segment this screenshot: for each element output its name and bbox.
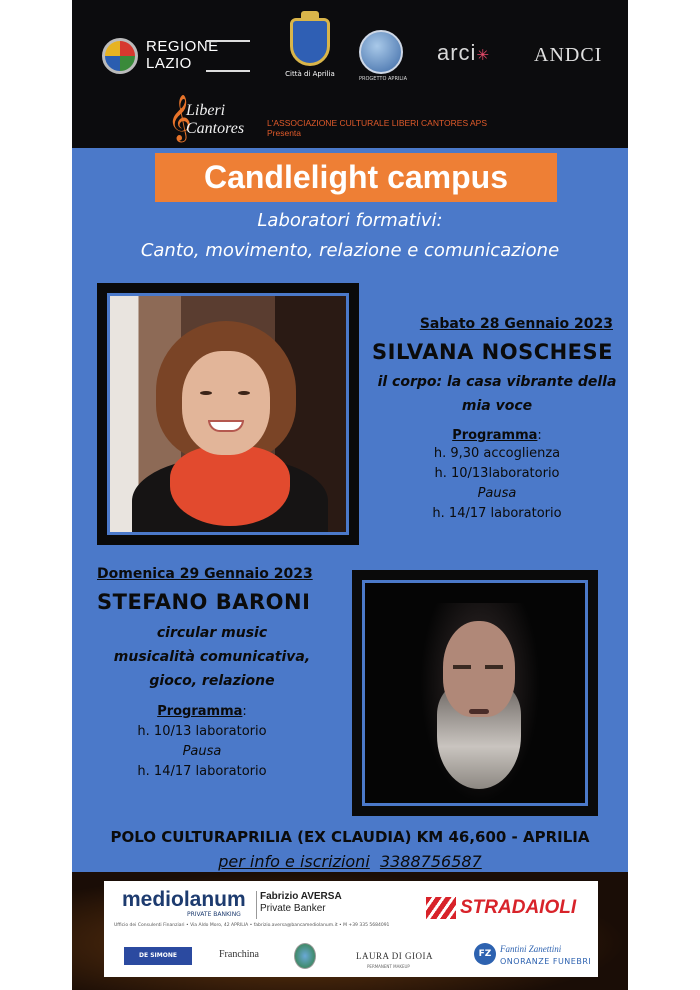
liberi-line1: Liberi <box>186 102 226 119</box>
event2-date: Domenica 29 Gennaio 2023 <box>97 566 313 582</box>
fantini-zanettini-logo: Fantini Zanettini <box>500 944 562 954</box>
event-poster <box>72 0 628 990</box>
event1-program-item: h. 14/17 laboratorio <box>432 506 562 521</box>
presenta-line1: L'ASSOCIAZIONE CULTURALE LIBERI CANTORES APS <box>267 118 488 128</box>
event1-topic-line1: il corpo: la casa vibrante della <box>377 374 617 390</box>
photo-stefano-baroni <box>362 580 588 806</box>
liberi-cantores-logo <box>168 96 260 144</box>
event1-program-item: h. 9,30 accoglienza <box>433 446 561 461</box>
franchina-logo: Franchina <box>219 949 259 960</box>
sponsor-row <box>104 937 598 977</box>
event2-topic-line1: circular music <box>156 625 268 641</box>
mediolanum-logo: mediolanum <box>122 888 246 911</box>
banker-name: Fabrizio AVERSA <box>260 891 342 902</box>
mediolanum-sub: PRIVATE BANKING <box>187 911 241 918</box>
event2-program-item: h. 14/17 laboratorio <box>137 764 267 779</box>
fz-emblem-icon: FZ <box>474 943 496 965</box>
photo-frame-stefano <box>352 570 598 816</box>
presenta-line2: Presenta <box>267 128 302 138</box>
liberi-line2: Cantores <box>186 120 245 137</box>
subtitle-line1: Laboratori formativi: <box>257 210 443 231</box>
event1-program-item: h. 10/13laboratorio <box>434 466 560 481</box>
event2-pausa: Pausa <box>182 744 222 759</box>
event1-programma-label: Programma <box>452 428 538 443</box>
event2-programma-heading <box>72 704 332 719</box>
sponsor-panel <box>104 881 598 977</box>
coat-of-arms-icon <box>290 18 330 66</box>
banker-role: Private Banker <box>260 903 326 914</box>
presenta-text <box>267 118 487 138</box>
info-phone: 3388756587 <box>379 852 482 871</box>
liberi-cantores-wordmark <box>186 102 244 138</box>
regione-line1: REGIONE <box>146 38 219 55</box>
event1-programma-heading <box>372 428 622 443</box>
progetto-emblem-icon <box>359 30 403 74</box>
event2-speaker-name: STEFANO BARONI <box>97 590 311 614</box>
arci-star-icon: ✳ <box>476 47 491 64</box>
regione-line2: LAZIO <box>146 55 192 72</box>
info-prefix: per info e iscrizioni <box>218 852 370 871</box>
laura-di-gioia-logo: LAURA DI GIOIA <box>356 951 433 961</box>
banker-contact: Ufficio dei Consulenti Finanziari • Via Aldo Moro, 42 APRILIA • fabrizio.aversa@bancamediolanum.it • M +39 335 5684091 <box>114 923 390 928</box>
progetto-aprilia-logo <box>359 30 408 82</box>
event-title: Candlelight campus <box>155 153 557 202</box>
regione-lines-icon <box>206 40 250 72</box>
regione-lazio-logo <box>102 36 250 76</box>
arci-logo <box>437 40 490 66</box>
info-line <box>72 852 628 871</box>
photo-silvana-noschese <box>107 293 349 535</box>
banker-info <box>260 891 342 915</box>
regione-emblem-icon <box>102 38 138 74</box>
sponsor-divider <box>256 891 257 919</box>
arci-label: arci <box>437 40 477 65</box>
event2-topic-line2: musicalità comunicativa, <box>113 649 311 665</box>
subtitle-line2: Canto, movimento, relazione e comunicazione <box>140 240 560 261</box>
stradaioli-stripes-icon <box>426 897 456 919</box>
citta-aprilia-logo <box>280 18 340 90</box>
event2-programma-colon: : <box>242 704 247 719</box>
laura-di-gioia-sub: PERMANENT MAKEUP <box>367 964 410 969</box>
andci-logo: ANDCI <box>534 44 603 66</box>
stradaioli-logo <box>426 895 586 925</box>
event1-speaker-name: SILVANA NOSCHESE <box>372 340 613 364</box>
onoranze-funebri-label: ONORANZE FUNEBRI <box>500 957 592 966</box>
photo-frame-silvana <box>97 283 359 545</box>
event1-topic-line2: mia voce <box>461 398 533 414</box>
event2-topic-line3: gioco, relazione <box>149 673 275 689</box>
treble-clef-icon: 𝄞 <box>168 95 192 141</box>
aprilia-caption: Città di Aprilia <box>285 70 335 78</box>
event1-pausa: Pausa <box>477 486 517 501</box>
desimone-logo: DE SIMONE <box>124 947 192 965</box>
event1-date: Sabato 28 Gennaio 2023 <box>419 316 613 332</box>
venue-address: POLO CULTURAPRILIA (EX CLAUDIA) KM 46,600 - APRILIA <box>110 828 590 846</box>
header-logos <box>72 0 628 148</box>
event2-programma-label: Programma <box>157 704 243 719</box>
round-emblem-icon <box>294 943 316 969</box>
progetto-caption: PROGETTO APRILIA <box>359 76 408 82</box>
stradaioli-wordmark: STRADAIOLI <box>460 897 577 918</box>
event2-program-item: h. 10/13 laboratorio <box>137 724 267 739</box>
event1-programma-colon: : <box>537 428 542 443</box>
